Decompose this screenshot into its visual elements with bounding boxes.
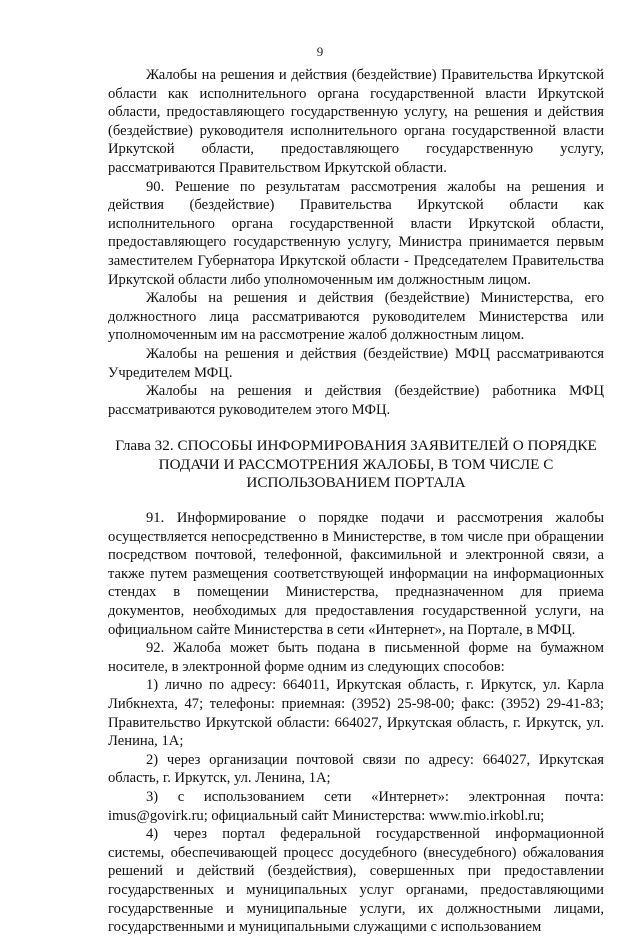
- paragraph-mfc-complaints: Жалобы на решения и действия (бездействие) МФЦ рассматриваются Учредителем МФЦ.: [108, 345, 604, 381]
- chapter-heading: Глава 32. СПОСОБЫ ИНФОРМИРОВАНИЯ ЗАЯВИТЕЛЕЙ О ПОРЯДКЕ ПОДАЧИ И РАССМОТРЕНИЯ ЖАЛОБЫ, В ТОМ ЧИСЛЕ С ИСПОЛЬЗОВАНИЕМ ПОРТАЛА: [115, 437, 597, 492]
- list-item-postal: 2) через организации почтовой связи по адресу: 664027, Иркутская область, г. Иркутск, ул. Ленина, 1А;: [108, 751, 604, 787]
- document-body: [108, 66, 604, 937]
- paragraph-ministry-complaints: Жалобы на решения и действия (бездействие) Министерства, его должностного лица рассматриваются руководителем Министерства или уполномоченным им на рассмотрение жалоб должностным лицом.: [108, 290, 604, 344]
- list-item-portal: 4) через портал федеральной государственной информационной системы, обеспечивающей процесс досудебного (внесудебного) обжалования решений и действий (бездействия), совершенных при предоставлении государственных и муниципальных услуг органами, предоставляющими государственные и муниципальные услуги, их должностными лицами, государственными и муниципальными служащими с использованием: [108, 826, 604, 936]
- paragraph-92-submission: 92. Жалоба может быть подана в письменной форме на бумажном носителе, в электронной форме одним из следующих способов:: [108, 640, 604, 675]
- paragraph-government-complaints: Жалобы на решения и действия (бездействие) Правительства Иркутской области как исполнительного органа государственной власти Иркутской области, предоставляющего государственную услугу, на решения и действия (бездействие) руководителя исполнительного органа государственной власти Иркутской области, предоставляющего государственную услугу, рассматриваются Правительством Иркутской области.: [108, 67, 604, 176]
- paragraph-90-decision: 90. Решение по результатам рассмотрения жалобы на решения и действия (бездействие) Правительства Иркутской области как исполнительного органа государственной власти Иркутской области, предоставляющего государственную услугу, Министра принимается первым заместителем Губернатора Иркутской области - Председателем Правительства Иркутской области либо уполномоченным им должностным лицом.: [108, 178, 604, 288]
- page-number: 9: [316, 44, 324, 59]
- paragraph-mfc-worker-complaints: Жалобы на решения и действия (бездействие) работника МФЦ рассматриваются руководителем этого МФЦ.: [108, 383, 604, 418]
- list-item-in-person: 1) лично по адресу: 664011, Иркутская область, г. Иркутск, ул. Карла Либкнехта, 47; телефоны: приемная: (3952) 25-98-00; факс: (3952) 29-41-83; Правительство Иркутской области: 664027, Иркутская область, г. Иркутск, ул. Ленина, 1А;: [108, 677, 604, 750]
- list-item-internet: 3) с использованием сети «Интернет»: электронная почта: imus@govirk.ru; официальный сайт Министерства: www.mio.irkobl.ru;: [108, 788, 604, 824]
- paragraph-91-informing: 91. Информирование о порядке подачи и рассмотрения жалобы осуществляется непосредственно в Министерстве, в том числе при обращении посредством почтовой, телефонной, факсимильной и электронной связи, а также путем размещения соответствующей информации на информационных стендах в помещении Министерства, предназначенном для приема документов, необходимых для предоставления государственной услуги, на официальном сайте Министерства в сети «Интернет», на Портале, в МФЦ.: [108, 510, 604, 638]
